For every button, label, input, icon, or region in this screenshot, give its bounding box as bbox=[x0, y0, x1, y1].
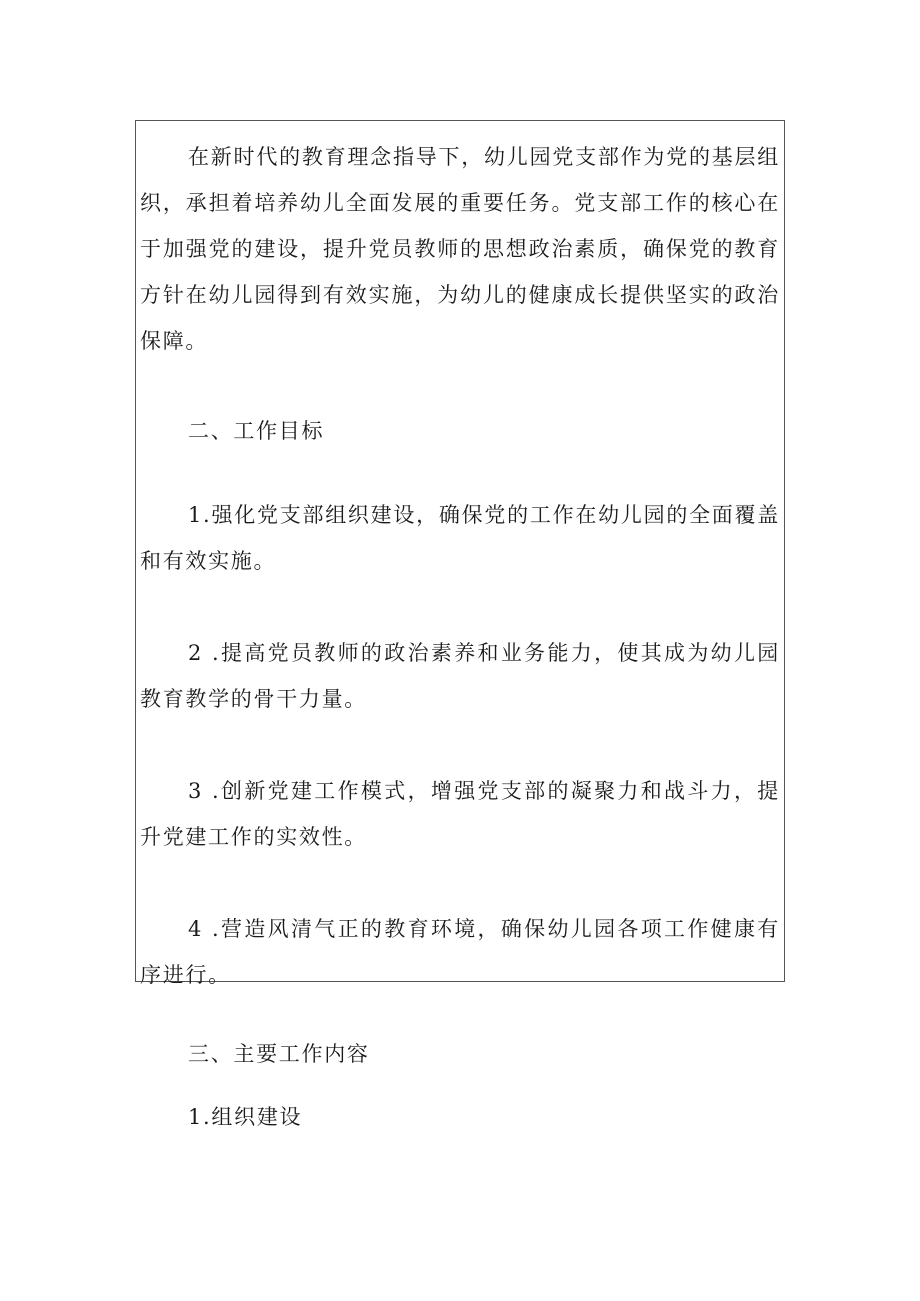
bordered-text-block bbox=[135, 120, 785, 987]
goal-item-4: 4 .营造风清气正的教育环境，确保幼儿园各项工作健康有序进行。 bbox=[140, 917, 780, 987]
subsection-organization-building: 1.组织建设 bbox=[188, 1105, 303, 1129]
goal-item-3: 3 .创新党建工作模式，增强党支部的凝聚力和战斗力，提升党建工作的实效性。 bbox=[140, 779, 780, 849]
section-two-heading: 二、工作目标 bbox=[188, 419, 325, 443]
goal-item-1: 1.强化党支部组织建设，确保党的工作在幼儿园的全面覆盖和有效实施。 bbox=[140, 503, 780, 573]
intro-paragraph: 在新时代的教育理念指导下，幼儿园党支部作为党的基层组织，承担着培养幼儿全面发展的重要任务。党支部工作的核心在于加强党的建设，提升党员教师的思想政治素质，确保党的教育方针在幼儿园得到有效实施，为幼儿的健康成长提供坚实的政治保障。 bbox=[140, 145, 780, 353]
section-three-heading: 三、主要工作内容 bbox=[188, 1042, 370, 1066]
goal-item-2: 2 .提高党员教师的政治素养和业务能力，使其成为幼儿园教育教学的骨干力量。 bbox=[140, 641, 780, 711]
